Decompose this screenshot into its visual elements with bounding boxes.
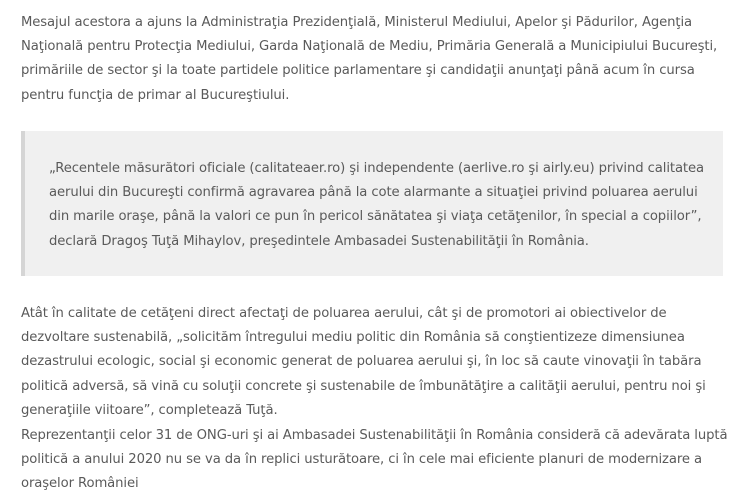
article-paragraph: Mesajul acestora a ajuns la Administraţia Prezidenţială, Ministerul Mediului, Apelor şi Pădurilor, Agenţia Naţională pentru Protecţia Mediului, Garda Naţională de Mediu, Primăria Generală a Municipiului Bucureşti, primăriile de sector şi la toate partidele politice parlamentare şi candidaţii anunţaţi până acum în cursa pentru funcţia de primar al Bucureştiului. (21, 15, 718, 103)
article-paragraph: Atât în calitate de cetăţeni direct afectaţi de poluarea aerului, cât şi de promotori ai obiectivelor de dezvoltare sustenabilă, „solicităm întregului mediu politic din România să conştientizeze dimensiunea dezastrului ecologic, social şi economic generat de poluarea aerului şi, în loc să caute vinovaţii în tabăra politică adversă, să vină cu soluţii concrete şi sustenabile de îmbunătăţire a calităţii aerului, pentru noi şi generaţiile viitoare”, completează Tuţă. (21, 306, 706, 418)
article-paragraph: Reprezentanţii celor 31 de ONG-uri şi ai Ambasadei Sustenabilităţii în România consideră că adevărata luptă politică a anului 2020 nu se va da în replici usturătoare, ci în cele mai eficiente planuri de modernizare a oraşelor României (21, 428, 728, 492)
blockquote (21, 131, 723, 276)
quote-text: „Recentele măsurători oficiale (calitateaer.ro) şi independente (aerlive.ro şi airly.eu) privind calitatea aerului din Bucureşti confirmă agravarea până la cote alarmante a situaţiei privind poluarea aerului din marile oraşe, până la valori ce pun în pericol sănătatea şi viaţa cetăţenilor, în special a copiilor”, declară Dragoş Tuţă Mihaylov, preşedintele Ambasadei Sustenabilităţii în România. (49, 161, 704, 249)
